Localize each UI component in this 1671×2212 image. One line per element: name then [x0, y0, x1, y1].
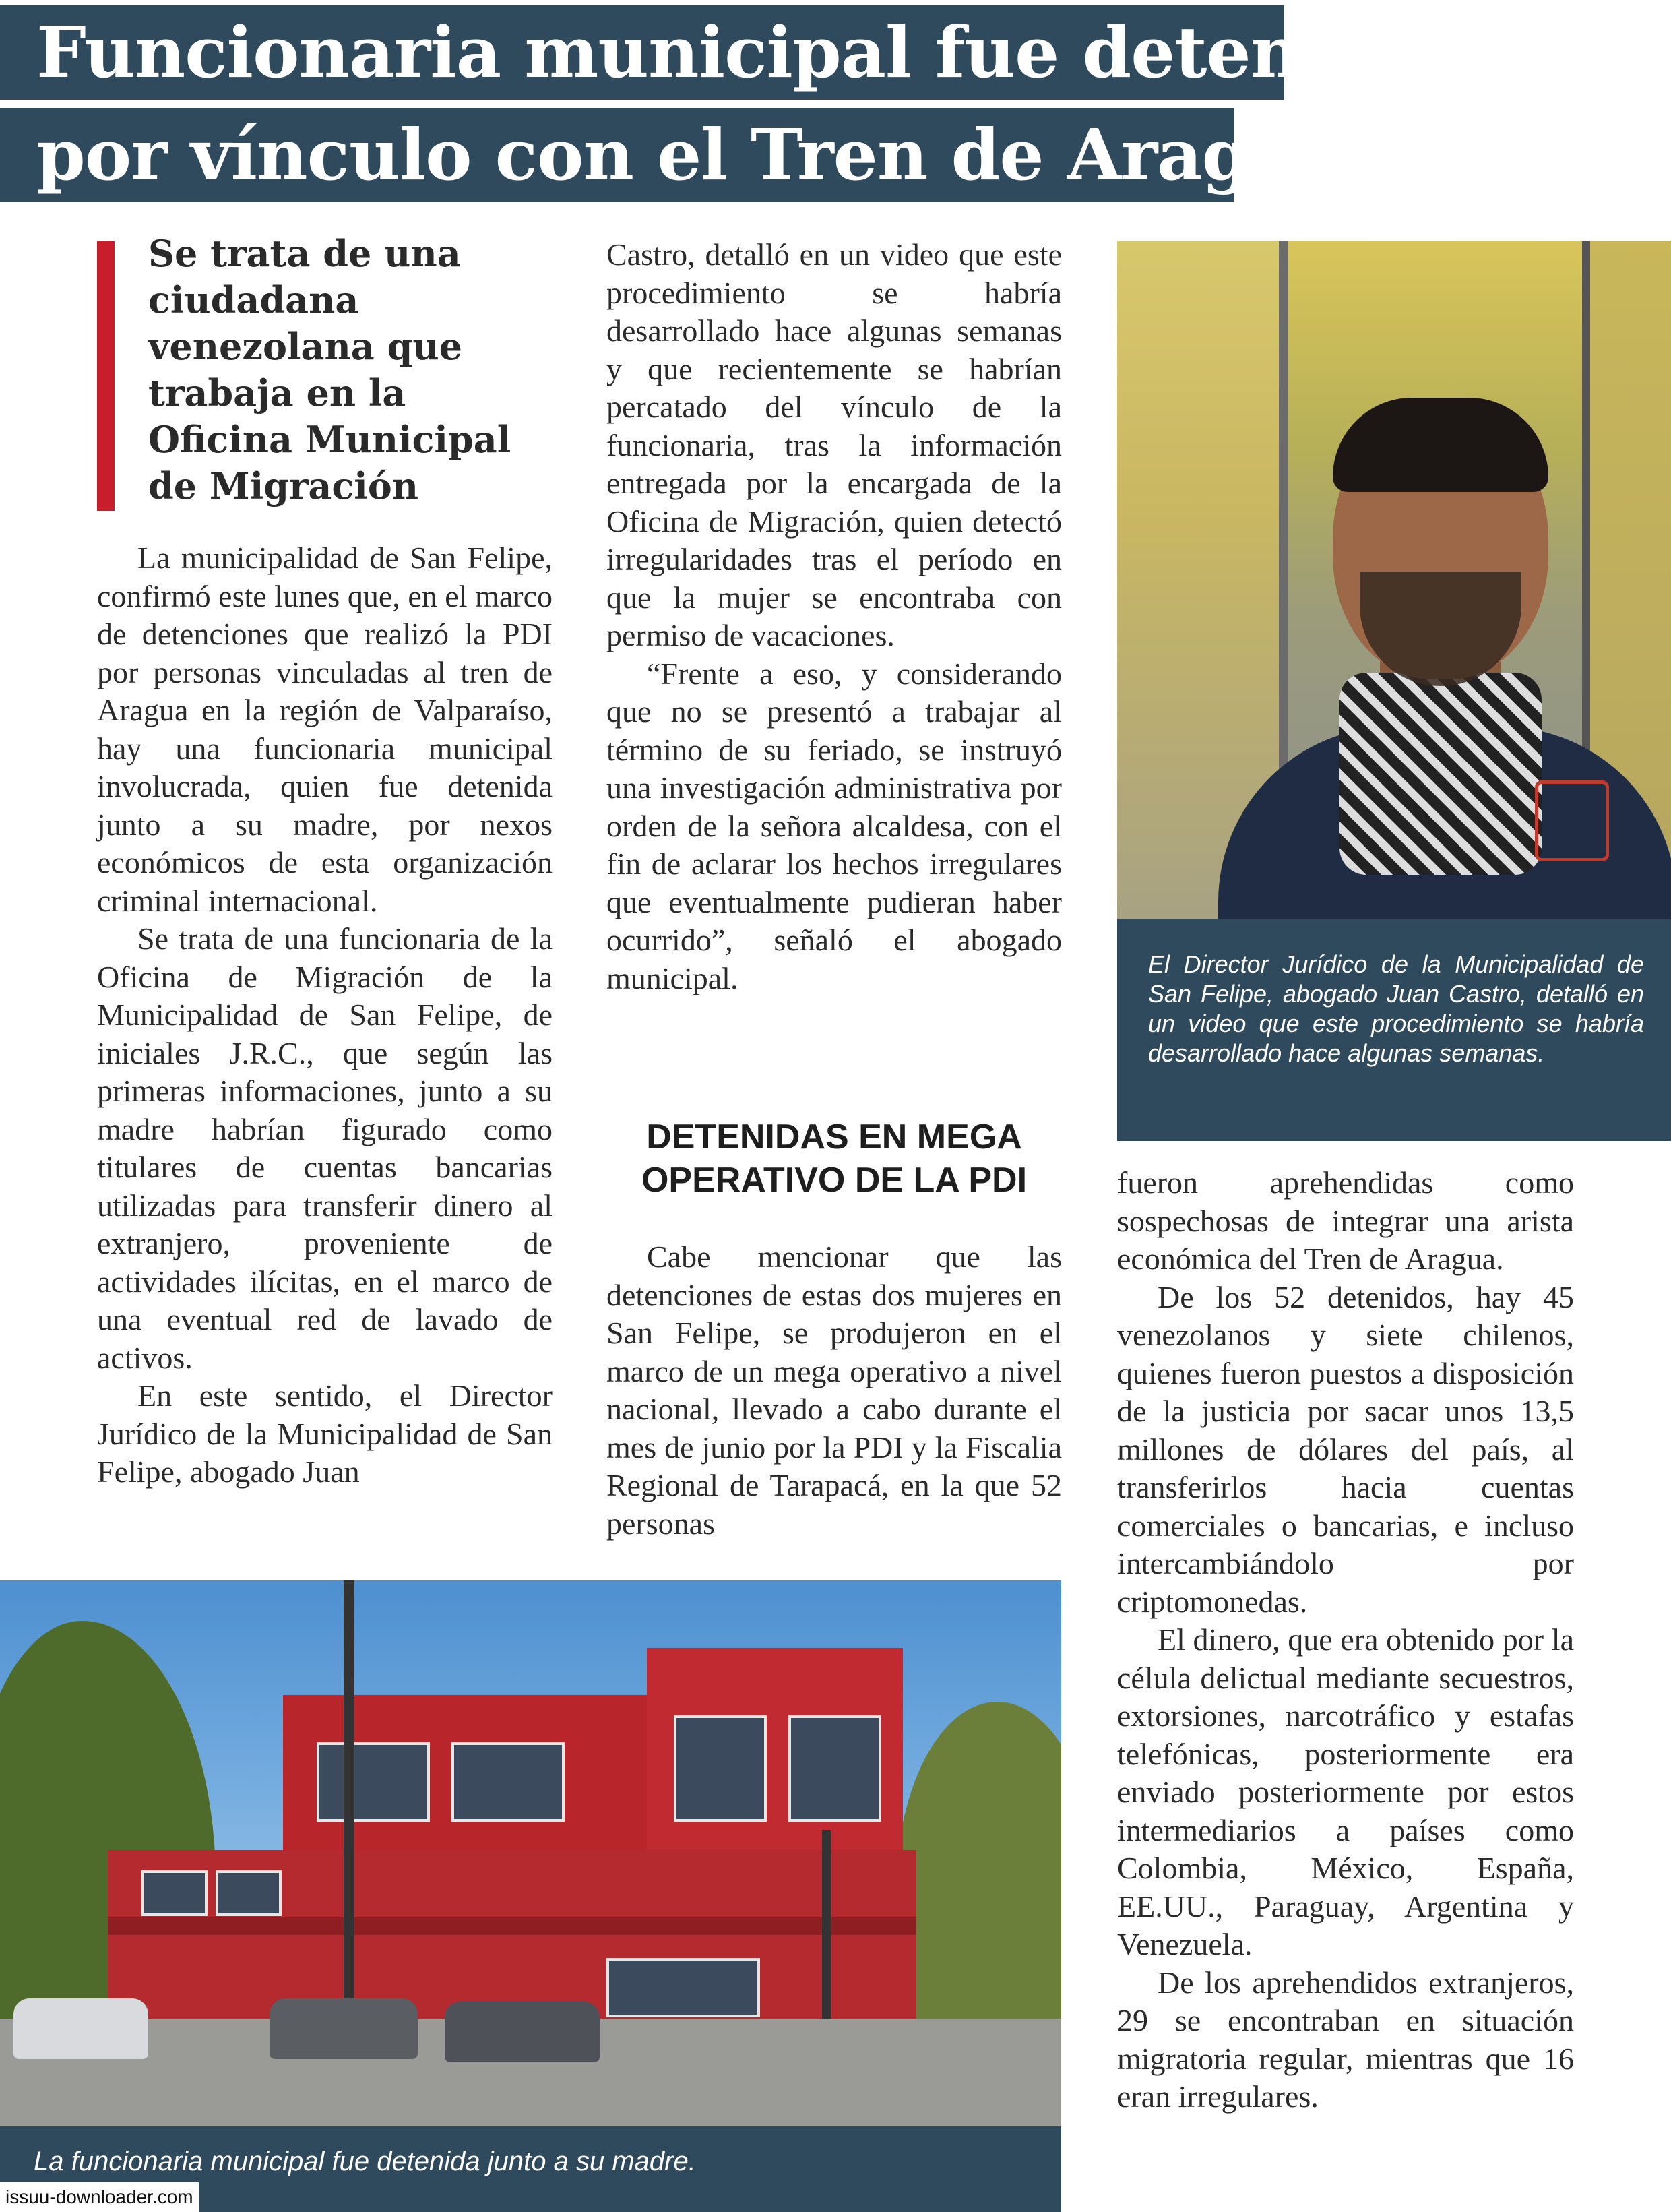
paragraph: “Frente a eso, y considerando que no se presentó a trabajar al término de su feriado, se instruyó una investigación administrativa por orden de la señora alcaldesa, con el fin de aclarar los hechos irregulares que eventualmente pudieran haber ocurrido”, señaló el abogado municipal.: [606, 656, 1062, 995]
article-column-1: [97, 539, 553, 1492]
municipal-building-photo: [0, 1580, 1061, 2126]
paragraph: En este sentido, el Director Jurídico de la Municipalidad de San Felipe, abogado Juan: [97, 1378, 553, 1489]
paragraph: Cabe mencionar que las detenciones de estas dos mujeres en San Felipe, se produjeron en el marco de un mega operativo a nivel nacional, llevado a cabo durante el mes de junio por la PDI y la Fiscalia Regional de Tarapacá, en la que 52 personas: [606, 1239, 1062, 1541]
building-caption: La funcionaria municipal fue detenida junto a su madre.: [0, 2126, 1061, 2212]
article-column-2-top: [606, 236, 1062, 997]
portrait-photo: [1117, 241, 1671, 919]
article-column-2-bottom: [606, 1238, 1062, 1543]
municipal-logo-emblem: [1535, 780, 1609, 861]
paragraph: El dinero, que era obtenido por la célula delictual mediante secuestros, extorsiones, narcotráfico y estafas telefónicas, posteriormente era enviado posteriormente por estos intermediarios a países como Colombia, México, España, EE.UU., Paraguay, Argentina y Venezuela.: [1117, 1622, 1574, 1961]
portrait-caption: El Director Jurídico de la Municipalidad de San Felipe, abogado Juan Castro, detalló en un video que este procedimiento se habría desarrollado hace algunas semanas.: [1117, 919, 1671, 1141]
watermark: issuu-downloader.com: [0, 2182, 199, 2212]
article-column-3: [1117, 1164, 1574, 2116]
section-subhead: DETENIDAS EN MEGA OPERATIVO DE LA PDI: [641, 1117, 1028, 1200]
deck-subtitle: Se trata de una ciudadana venezolana que trabaja en la Oficina Municipal de Migración: [148, 232, 511, 508]
paragraph: De los aprehendidos extranjeros, 29 se encontraban en situación migratoria regular, mientras que 16 eran irregulares.: [1117, 1965, 1574, 2114]
paragraph: Castro, detalló en un video que este procedimiento se habría desarrollado hace algunas semanas y que recientemente se habrían percatado del vínculo de la funcionaria, tras la información entregada por la encargada de la Oficina de Migración, quien detectó irregularidades tras el período en que la mujer se encontraba con permiso de vacaciones.: [606, 237, 1062, 652]
headline-line-1: Funcionaria municipal fue detenida: [0, 5, 1284, 100]
paragraph: Se trata de una funcionaria de la Oficina de Migración de la Municipalidad de San Felipe, de iniciales J.R.C., que según las primeras informaciones, junto a su madre habrían figurado como titulares de cuentas bancarias utilizadas para transferir dinero al extranjero, proveniente de actividades ilícitas, en el marco de una eventual red de lavado de activos.: [97, 921, 553, 1375]
paragraph: La municipalidad de San Felipe, confirmó este lunes que, en el marco de detenciones que realizó la PDI por personas vinculadas al tren de Aragua en la región de Valparaíso, hay una funcionaria municipal involucrada, quien fue detenida junto a su madre, por nexos económicos de esta organización criminal internacional.: [97, 541, 553, 918]
headline-line-2: por vínculo con el Tren de Aragua: [0, 108, 1234, 202]
paragraph: fueron aprehendidas como sospechosas de integrar una arista económica del Tren de Aragua.: [1117, 1165, 1574, 1276]
deck-accent-rule: [97, 241, 115, 511]
paragraph: De los 52 detenidos, hay 45 venezolanos y siete chilenos, quienes fueron puestos a disposición de la justicia por sacar unos 13,5 millones de dólares del país, al transferirlos hacia cuentas comerciales o bancarias, e incluso intercambiándolo por criptomonedas.: [1117, 1279, 1574, 1619]
